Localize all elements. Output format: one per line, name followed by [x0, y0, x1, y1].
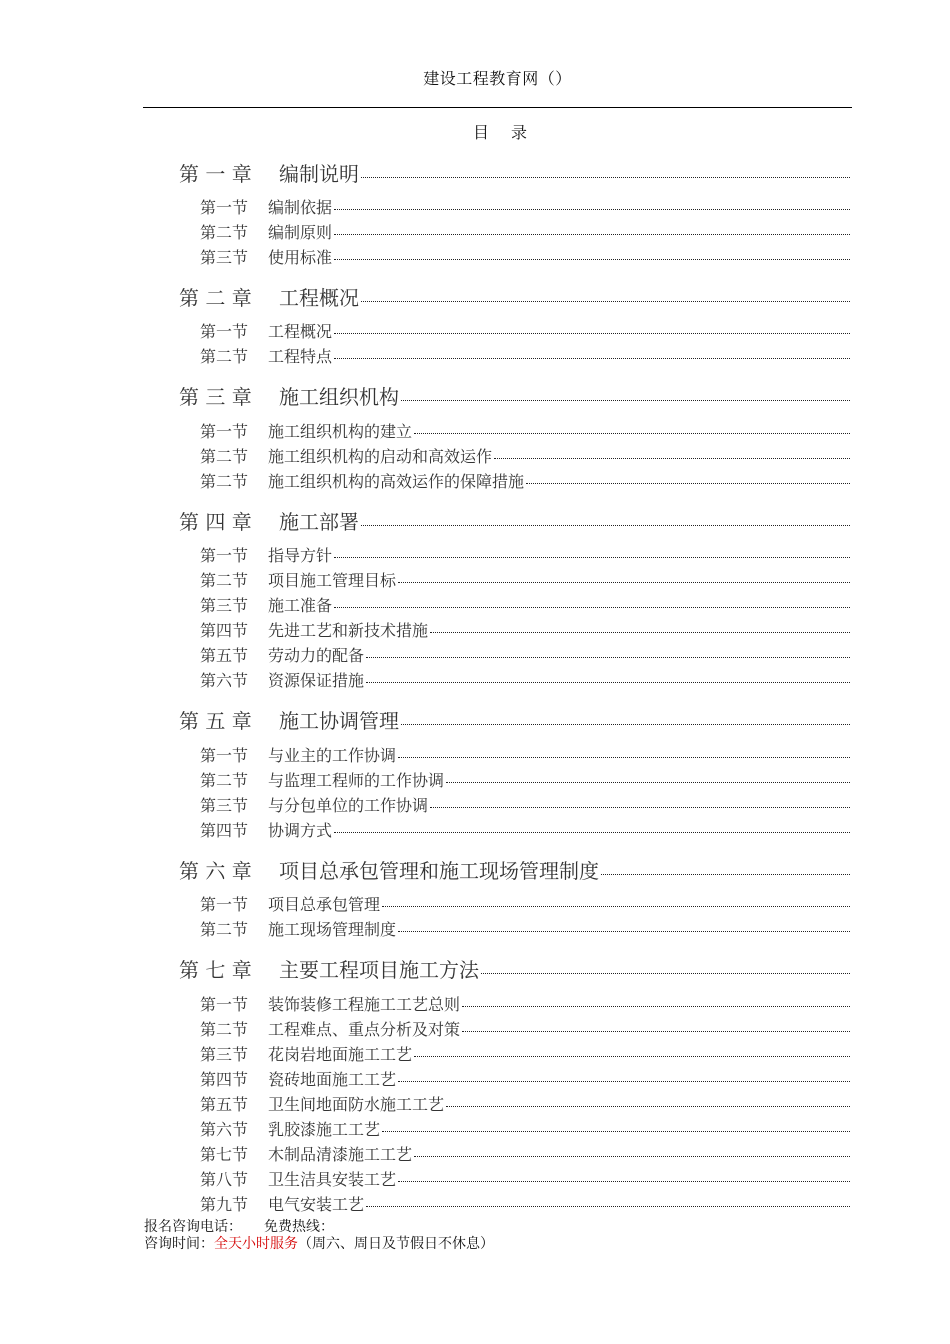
dot-leader [462, 1031, 850, 1032]
dot-leader [462, 1006, 850, 1007]
chapter-number: 第 一 章 [179, 162, 252, 186]
section-title: 花岗岩地面施工工艺 [268, 1045, 413, 1064]
dot-leader [481, 973, 850, 974]
toc-section-entry[interactable] [200, 543, 850, 566]
section-title: 施工现场管理制度 [268, 920, 397, 939]
section-title: 使用标准 [268, 248, 333, 267]
section-title: 施工组织机构的高效运作的保障措施 [268, 472, 525, 491]
dot-leader [366, 1206, 850, 1207]
dot-leader [401, 400, 850, 401]
toc-section-entry[interactable] [200, 793, 850, 816]
toc-chapter-entry[interactable] [179, 506, 850, 535]
section-number: 第四节 [200, 1070, 249, 1089]
footer-hours-highlight: 全天小时服务 [214, 1236, 298, 1252]
toc-section-entry[interactable] [200, 1167, 850, 1190]
section-title: 装饰装修工程施工工艺总则 [268, 995, 461, 1014]
section-title: 施工组织机构的建立 [268, 422, 413, 441]
section-number: 第一节 [200, 895, 249, 914]
dot-leader [414, 1156, 850, 1157]
toc-section-entry[interactable] [200, 668, 850, 691]
section-number: 第二节 [200, 571, 249, 590]
section-title: 先进工艺和新技术措施 [268, 621, 429, 640]
section-title: 木制品清漆施工工艺 [268, 1145, 413, 1164]
footer-hours-note: （周六、周日及节假日不休息） [298, 1236, 494, 1252]
dot-leader [398, 582, 850, 583]
toc-section-entry[interactable] [200, 245, 850, 268]
dot-leader [401, 724, 850, 725]
dot-leader [601, 874, 850, 875]
dot-leader [398, 757, 850, 758]
section-title: 项目施工管理目标 [268, 571, 397, 590]
chapter-number: 第 七 章 [179, 958, 252, 982]
toc-section-entry[interactable] [200, 195, 850, 218]
footer-hotline-label: 免费热线： [264, 1219, 334, 1235]
dot-leader [398, 931, 850, 932]
section-title: 工程概况 [268, 322, 333, 341]
section-number: 第五节 [200, 646, 249, 665]
dot-leader [430, 632, 850, 633]
toc-chapter-entry[interactable] [179, 954, 850, 983]
toc-section-entry[interactable] [200, 1192, 850, 1215]
section-number: 第五节 [200, 1095, 249, 1114]
footer-hours-line [144, 1233, 494, 1253]
dot-leader [334, 832, 850, 833]
toc-section-entry[interactable] [200, 618, 850, 641]
chapter-title: 编制说明 [279, 162, 359, 186]
dot-leader [382, 1131, 850, 1132]
section-number: 第一节 [200, 198, 249, 217]
section-number: 第二节 [200, 920, 249, 939]
toc-section-entry[interactable] [200, 743, 850, 766]
section-number: 第七节 [200, 1145, 249, 1164]
chapter-number: 第 四 章 [179, 510, 252, 534]
chapter-title: 施工协调管理 [279, 709, 399, 733]
footer-phone-label: 报名咨询电话： [144, 1219, 242, 1235]
toc-section-entry[interactable] [200, 1067, 850, 1090]
toc-title: 目录 [473, 123, 550, 142]
section-title: 电气安装工艺 [268, 1195, 365, 1214]
toc-section-entry[interactable] [200, 818, 850, 841]
section-title: 指导方针 [268, 546, 333, 565]
section-number: 第一节 [200, 746, 249, 765]
section-number: 第二节 [200, 1020, 249, 1039]
toc-section-entry[interactable] [200, 444, 850, 467]
section-title: 劳动力的配备 [268, 646, 365, 665]
section-title: 卫生洁具安装工艺 [268, 1170, 397, 1189]
section-number: 第二节 [200, 223, 249, 242]
toc-section-entry[interactable] [200, 768, 850, 791]
toc-chapter-entry[interactable] [179, 855, 850, 884]
section-number: 第八节 [200, 1170, 249, 1189]
toc-section-entry[interactable] [200, 419, 850, 442]
dot-leader [366, 682, 850, 683]
toc-chapter-entry[interactable] [179, 381, 850, 410]
section-title: 与分包单位的工作协调 [268, 796, 429, 815]
toc-chapter-entry[interactable] [179, 158, 850, 187]
section-number: 第一节 [200, 322, 249, 341]
dot-leader [334, 557, 850, 558]
section-number: 第九节 [200, 1195, 249, 1214]
section-number: 第四节 [200, 821, 249, 840]
toc-section-entry[interactable] [200, 593, 850, 616]
toc-section-entry[interactable] [200, 1117, 850, 1140]
dot-leader [414, 433, 850, 434]
section-number: 第三节 [200, 596, 249, 615]
section-title: 项目总承包管理 [268, 895, 381, 914]
toc-chapter-entry[interactable] [179, 282, 850, 311]
dot-leader [334, 358, 850, 359]
section-number: 第四节 [200, 621, 249, 640]
page-header: 建设工程教育网（） [423, 69, 572, 88]
footer-hours-label: 咨询时间： [144, 1236, 214, 1252]
chapter-number: 第 五 章 [179, 709, 252, 733]
chapter-title: 施工组织机构 [279, 385, 399, 409]
dot-leader [398, 1181, 850, 1182]
section-number: 第一节 [200, 546, 249, 565]
dot-leader [398, 1081, 850, 1082]
section-title: 与业主的工作协调 [268, 746, 397, 765]
section-title: 资源保证措施 [268, 671, 365, 690]
dot-leader [494, 458, 850, 459]
toc-section-entry[interactable] [200, 1092, 850, 1115]
toc-section-entry[interactable] [200, 643, 850, 666]
dot-leader [414, 1056, 850, 1057]
section-title: 工程特点 [268, 347, 333, 366]
chapter-title: 工程概况 [279, 286, 359, 310]
chapter-title: 施工部署 [279, 510, 359, 534]
toc-section-entry[interactable] [200, 344, 850, 367]
toc-section-entry[interactable] [200, 568, 850, 591]
dot-leader [361, 301, 850, 302]
toc-section-entry[interactable] [200, 992, 850, 1015]
section-number: 第六节 [200, 671, 249, 690]
dot-leader [334, 234, 850, 235]
dot-leader [334, 333, 850, 334]
chapter-title: 项目总承包管理和施工现场管理制度 [279, 859, 599, 883]
section-title: 编制依据 [268, 198, 333, 217]
dot-leader [334, 607, 850, 608]
dot-leader [446, 782, 850, 783]
section-title: 协调方式 [268, 821, 333, 840]
dot-leader [430, 807, 850, 808]
toc-chapter-entry[interactable] [179, 705, 850, 734]
header-divider [143, 107, 852, 108]
dot-leader [382, 906, 850, 907]
section-title: 施工准备 [268, 596, 333, 615]
section-title: 工程难点、重点分析及对策 [268, 1020, 461, 1039]
section-title: 卫生间地面防水施工工艺 [268, 1095, 445, 1114]
section-number: 第一节 [200, 422, 249, 441]
section-number: 第三节 [200, 796, 249, 815]
dot-leader [334, 259, 850, 260]
section-number: 第三节 [200, 1045, 249, 1064]
dot-leader [361, 177, 850, 178]
section-number: 第二节 [200, 771, 249, 790]
section-number: 第二节 [200, 347, 249, 366]
section-number: 第一节 [200, 995, 249, 1014]
toc-section-entry[interactable] [200, 1042, 850, 1065]
toc-section-entry[interactable] [200, 917, 850, 940]
section-title: 瓷砖地面施工工艺 [268, 1070, 397, 1089]
section-title: 施工组织机构的启动和高效运作 [268, 447, 493, 466]
chapter-number: 第 六 章 [179, 859, 252, 883]
toc-section-entry[interactable] [200, 1142, 850, 1165]
dot-leader [334, 209, 850, 210]
toc-section-entry[interactable] [200, 220, 850, 243]
section-title: 乳胶漆施工工艺 [268, 1120, 381, 1139]
section-number: 第二节 [200, 472, 249, 491]
section-title: 编制原则 [268, 223, 333, 242]
chapter-number: 第 三 章 [179, 385, 252, 409]
section-number: 第六节 [200, 1120, 249, 1139]
toc-section-entry[interactable] [200, 319, 850, 342]
toc-section-entry[interactable] [200, 892, 850, 915]
chapter-title: 主要工程项目施工方法 [279, 958, 479, 982]
dot-leader [361, 525, 850, 526]
section-number: 第三节 [200, 248, 249, 267]
dot-leader [446, 1106, 850, 1107]
toc-section-entry[interactable] [200, 1017, 850, 1040]
chapter-number: 第 二 章 [179, 286, 252, 310]
section-number: 第二节 [200, 447, 249, 466]
dot-leader [526, 483, 850, 484]
dot-leader [366, 657, 850, 658]
toc-section-entry[interactable] [200, 469, 850, 492]
section-title: 与监理工程师的工作协调 [268, 771, 445, 790]
